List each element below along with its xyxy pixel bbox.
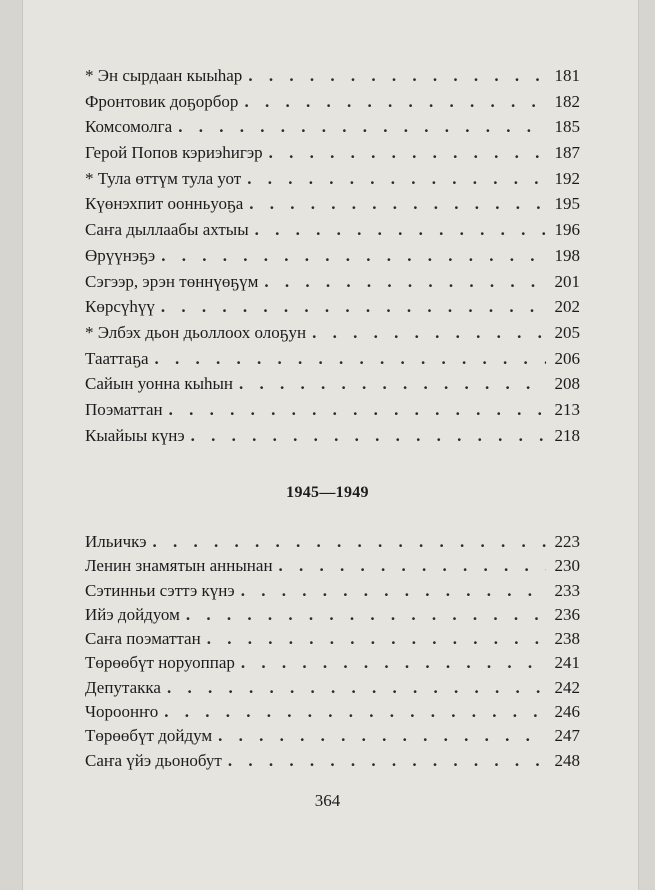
entry-page: 242 [554, 677, 580, 697]
entry-page: 247 [554, 726, 580, 746]
toc-section-1 [85, 63, 580, 448]
toc-entry [85, 89, 580, 115]
entry-title: Төрөөбүт дойдум [85, 726, 213, 746]
entry-page: 218 [554, 425, 580, 445]
toc-entry [85, 724, 580, 748]
dot-leader [312, 320, 546, 346]
dot-leader [164, 700, 546, 724]
entry-page: 213 [554, 399, 580, 419]
dot-leader [161, 243, 546, 269]
toc-entry [85, 627, 580, 651]
entry-page: 248 [554, 750, 580, 770]
entry-title: Поэматтан [85, 399, 163, 419]
dot-leader [279, 554, 546, 578]
toc-entry [85, 579, 580, 603]
dot-leader [218, 724, 546, 748]
entry-page: 192 [554, 168, 580, 188]
entry-page: 185 [554, 117, 580, 137]
toc-entry [85, 320, 580, 346]
entry-page: 233 [554, 580, 580, 600]
entry-page: 196 [554, 220, 580, 240]
dot-leader [186, 603, 546, 627]
entry-title: Фронтовик доҕорбор [85, 91, 239, 111]
toc-entry [85, 269, 580, 295]
dot-leader [207, 627, 546, 651]
dot-leader [255, 217, 546, 243]
dot-leader [167, 676, 546, 700]
dot-leader [249, 191, 546, 217]
entry-title: Кыайыы күнэ [85, 425, 185, 445]
entry-title: Чороонҥо [85, 702, 159, 722]
entry-page: 223 [554, 532, 580, 551]
toc-entry [85, 243, 580, 269]
dot-leader [169, 397, 546, 423]
dot-leader [161, 294, 546, 320]
toc-entry [85, 371, 580, 397]
dot-leader [244, 89, 546, 115]
section-heading: 1945—1949 [286, 484, 369, 501]
entry-page: 202 [554, 297, 580, 317]
toc-entry [85, 397, 580, 423]
entry-title: Сайын уонна кыһын [85, 374, 234, 394]
toc-entry [85, 63, 580, 89]
toc-entry [85, 294, 580, 320]
entry-title: Депутакка [85, 677, 161, 697]
entry-title: Герой Попов кэриэһигэр [85, 143, 263, 163]
toc-entry [85, 346, 580, 372]
entry-title: Төрөөбүт норуоппар [85, 653, 235, 673]
toc-entry [85, 423, 580, 449]
toc-entry [85, 140, 580, 166]
entry-page: 236 [554, 604, 580, 624]
entry-title: Сэгээр, эрэн төннүөҕүм [85, 271, 259, 291]
dot-leader [239, 371, 546, 397]
entry-page: 230 [554, 556, 580, 576]
dot-leader [228, 749, 546, 773]
toc-entry [85, 554, 580, 578]
toc-entry [85, 700, 580, 724]
entry-page: 241 [554, 653, 580, 673]
entry-title: Өрүүнэҕэ [85, 245, 156, 265]
dot-leader [269, 140, 546, 166]
entry-title: Көрсүһүү [85, 297, 155, 317]
toc-entry [85, 676, 580, 700]
entry-title: Саҥа поэматтан [85, 629, 201, 649]
entry-title: Ленин знамятын аннынан [85, 556, 273, 576]
entry-title: * Эн сырдаан кыыһар [85, 66, 243, 85]
toc-entry [85, 530, 580, 554]
toc-entry [85, 749, 580, 773]
entry-title: Саҥа дыллаабы ахтыы [85, 220, 249, 240]
dot-leader [191, 423, 546, 449]
dot-leader [178, 114, 546, 140]
toc-entry [85, 191, 580, 217]
entry-page: 206 [554, 348, 580, 368]
toc-section-2 [85, 530, 580, 773]
toc-entry [85, 166, 580, 192]
entry-title: Ильичкэ [85, 532, 147, 551]
entry-title: Ийэ дойдуом [85, 604, 180, 624]
entry-page: 208 [554, 374, 580, 394]
entry-page: 182 [554, 91, 580, 111]
dot-leader [241, 651, 546, 675]
entry-page: 181 [554, 66, 580, 85]
entry-title: Тааттаҕа [85, 348, 149, 368]
entry-page: 198 [554, 245, 580, 265]
toc-entry [85, 114, 580, 140]
entry-page: 238 [554, 629, 580, 649]
entry-title: Комсомолга [85, 117, 173, 137]
entry-page: 201 [554, 271, 580, 291]
entry-page: 187 [554, 143, 580, 163]
dot-leader [247, 166, 546, 192]
dot-leader [248, 63, 546, 89]
entry-page: 195 [554, 194, 580, 214]
toc-entry [85, 603, 580, 627]
dot-leader [153, 530, 547, 554]
entry-page: 205 [554, 322, 580, 342]
dot-leader [241, 579, 546, 603]
entry-title: * Элбэх дьон дьоллоох олоҕун [85, 322, 307, 342]
dot-leader [264, 269, 546, 295]
page-number: 364 [314, 791, 341, 810]
toc-entry [85, 651, 580, 675]
toc-entry [85, 217, 580, 243]
entry-title: Күөнэхпит оонньуоҕа [85, 194, 244, 214]
dot-leader [155, 346, 546, 372]
entry-page: 246 [554, 702, 580, 722]
entry-title: * Тула өттүм тула уот [85, 168, 242, 188]
entry-title: Сэтинньи сэттэ күнэ [85, 580, 235, 600]
entry-title: Саҥа үйэ дьонобут [85, 750, 222, 770]
